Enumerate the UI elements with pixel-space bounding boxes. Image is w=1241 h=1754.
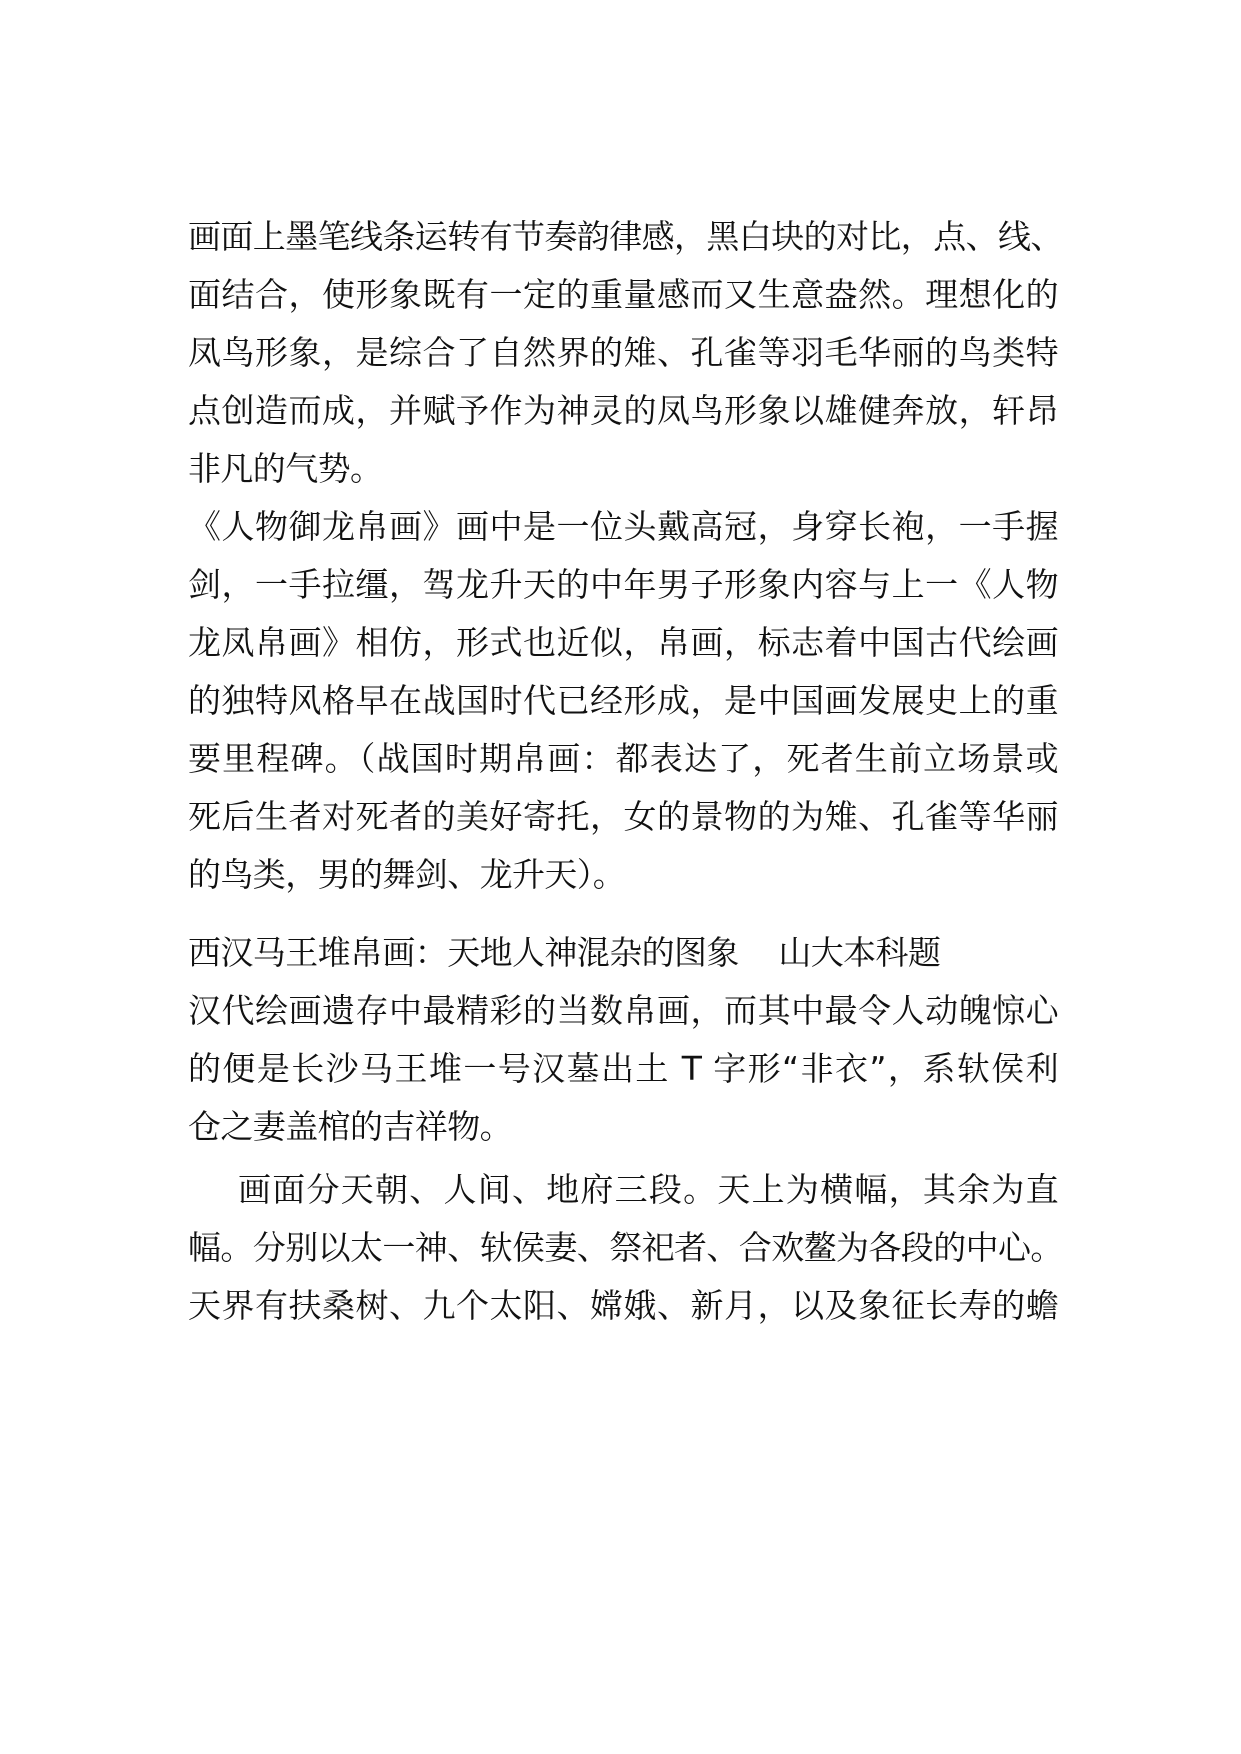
text-line: 要里程碑。（战国时期帛画：都表达了，死者生前立场景或 xyxy=(188,739,1058,778)
text-line: 非凡的气势。 xyxy=(188,449,383,488)
text-line: 的独特风格早在战国时代已经形成，是中国画发展史上的重 xyxy=(188,681,1058,720)
section-heading: 西汉马王堆帛画：天地人神混杂的图象 山大本科题 xyxy=(188,933,941,972)
text-line: 凤鸟形象，是综合了自然界的雉、孔雀等羽毛华丽的鸟类特 xyxy=(188,333,1058,372)
text-line: 画面上墨笔线条运转有节奏韵律感，黑白块的对比，点、线、 xyxy=(188,217,1063,256)
text-line: 天界有扶桑树、九个太阳、嫦娥、新月，以及象征长寿的蟾 xyxy=(188,1286,1058,1325)
text-line: 面结合，使形象既有一定的重量感而又生意盎然。理想化的 xyxy=(188,275,1058,314)
text-line: 的鸟类，男的舞剑、龙升天）。 xyxy=(188,855,626,894)
text-line: 的便是长沙马王堆一号汉墓出土 T 字形“非衣”，系轪侯利 xyxy=(188,1049,1058,1088)
text-line: 幅。分别以太一神、轪侯妻、祭祀者、合欢鳌为各段的中心。 xyxy=(188,1228,1063,1267)
text-line: 仓之妻盖棺的吉祥物。 xyxy=(188,1107,513,1146)
text-line: 龙凤帛画》相仿，形式也近似，帛画，标志着中国古代绘画 xyxy=(188,623,1058,662)
text-line: 剑，一手拉缰，驾龙升天的中年男子形象内容与上一《人物 xyxy=(188,565,1058,604)
text-line: 《人物御龙帛画》画中是一位头戴高冠，身穿长袍，一手握 xyxy=(188,507,1058,546)
text-line: 汉代绘画遗存中最精彩的当数帛画，而其中最令人动魄惊心 xyxy=(188,991,1058,1030)
text-line: 死后生者对死者的美好寄托，女的景物的为雉、孔雀等华丽 xyxy=(188,797,1058,836)
text-line: 点创造而成，并赋予作为神灵的凤鸟形象以雄健奔放，轩昂 xyxy=(188,391,1058,430)
text-line: 画面分天朝、人间、地府三段。天上为横幅，其余为直 xyxy=(238,1170,1058,1209)
